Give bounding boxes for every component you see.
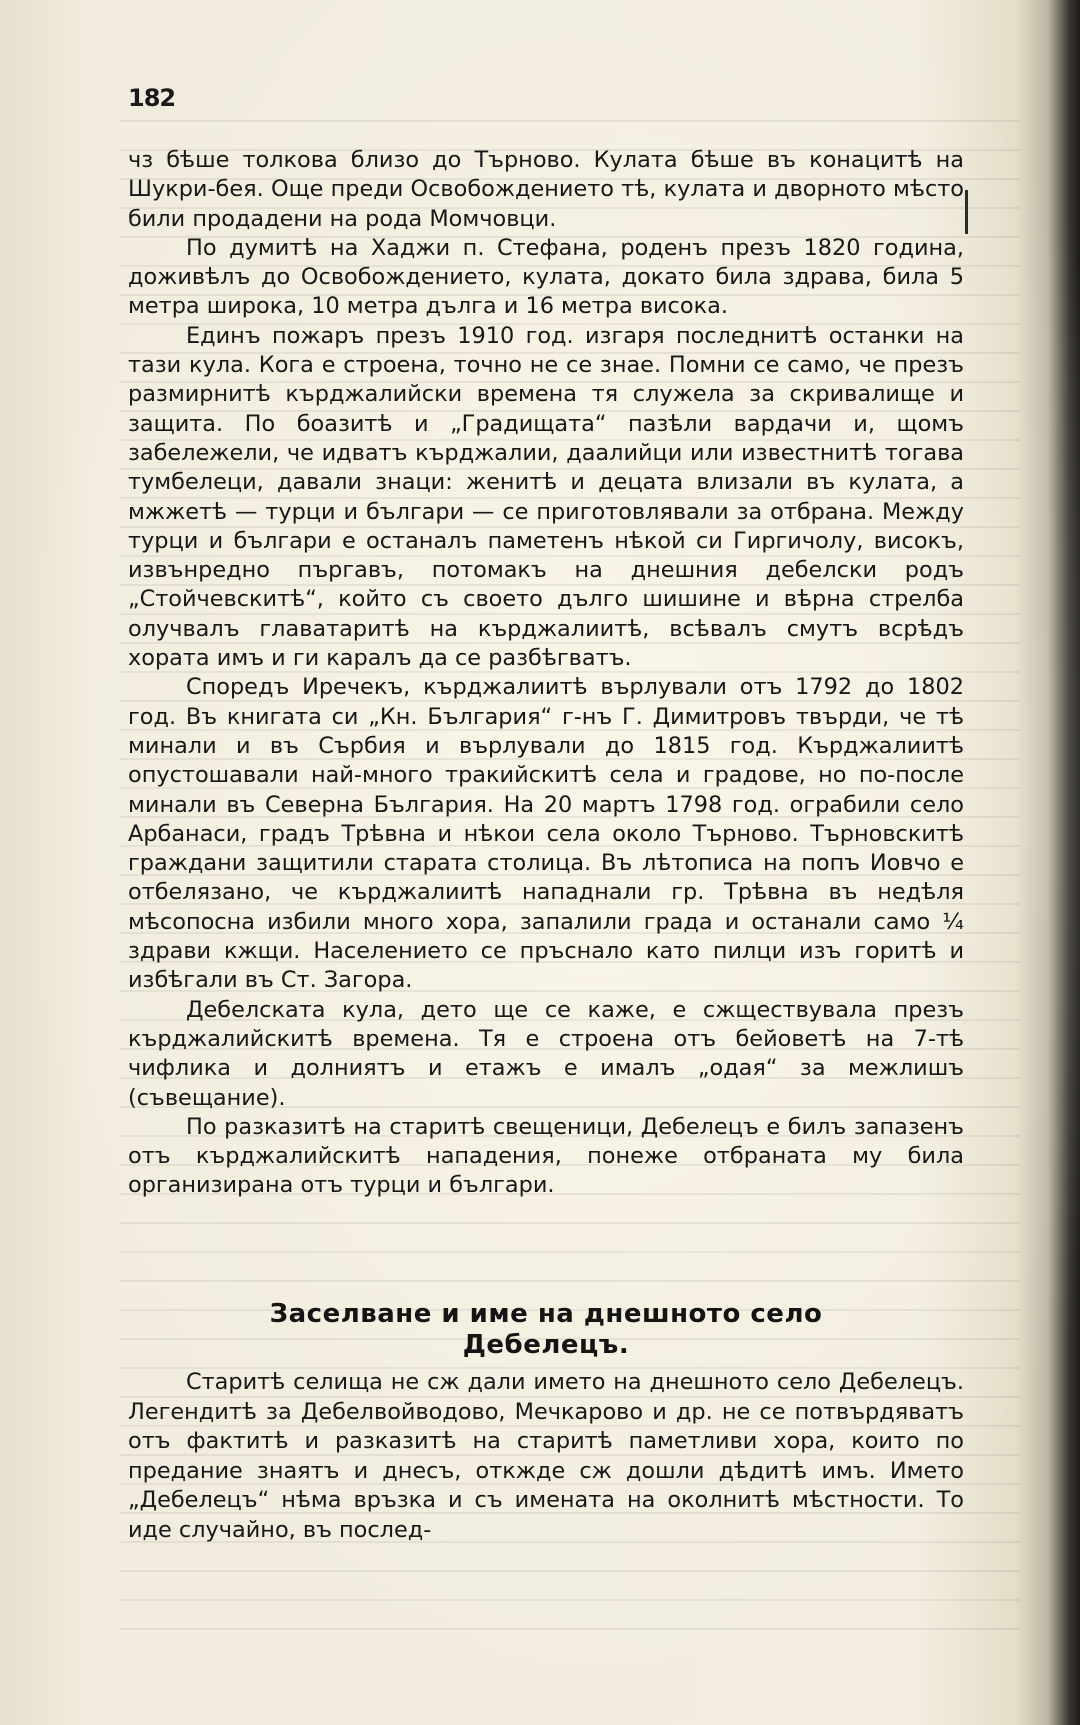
paragraph-tower-dimensions: По думитѣ на Хаджи п. Стефана, роденъ презъ 1820 година, доживѣлъ до Освобождението, кулата, докато била здрава, била 5 метра широка, 10 метра дълга и 16 метра висока. [128, 234, 964, 320]
section-heading [128, 1299, 964, 1361]
page-number: 182 [128, 84, 176, 112]
paragraph-continuation: чз бѣше толкова близо до Търново. Кулата бѣше въ конацитѣ на Шукри-бея. Още преди Освобождението тѣ, кулата и дворното мѣсто били продадени на рода Момчовци. [128, 147, 964, 232]
paragraph-kardzhalii: Споредъ Иречекъ, кърджалиитѣ върлували отъ 1792 до 1802 год. Въ книгата си „Кн. България“ г-нъ Г. Димитровъ твърди, че тѣ минали и въ Сърбия и върлували до 1815 год. Кърджалиитѣ опустошавали най-много тракийскитѣ села и градове, но по-после минали въ Северна България. На 20 мартъ 1798 год. ограбили село Арбанаси, градъ Трѣвна и нѣкои села около Търново. Търновскитѣ граждани защитили старата столица. Въ лѣтописа на попъ Иовчо е отбелязано, че кърджалиитѣ нападнали гр. Трѣвна въ недѣля мѣсопосна избили много хора, запалили града и останали само ¼ здрави кжщи. Населението се пръснало като пилци изъ горитѣ и избѣгали въ Ст. Загора. [128, 674, 964, 994]
body-text [128, 146, 964, 1201]
margin-mark [965, 190, 968, 234]
paragraph-tower-fire: Единъ пожаръ презъ 1910 год. изгаря последнитѣ останки на тази кула. Кога е строена, точно не се знае. Помни се само, че презъ размирнитѣ кърджалийски времена тя служела за скривалище и защита. По боазитѣ и „Градищата“ пазѣли вардачи и, щомъ забележели, че идватъ кърджалии, даалийци или известнитѣ тогава тумбелеци, давали знаци: женитѣ и децата влизали въ кулата, а мжжетѣ — турци и българи — се приготовлявали за отбрана. Между турци и българи е останалъ паметенъ нѣкой си Гиргичолу, високъ, извънредно пъргавъ, потомакъ на днешния дебелски родъ „Стойчевскитѣ“, който съ своето дълго шишине и вѣрна стрелба олучвалъ главатаритѣ на кърджалиитѣ, всѣвалъ смутъ всрѣдъ хората имъ и ги каралъ да се разбѣгватъ. [128, 322, 964, 672]
paragraph-priests-stories: По разказитѣ на старитѣ свещеници, Дебелецъ е билъ запазенъ отъ кърджалийскитѣ нападения, понеже отбраната му била организирана отъ турци и българи. [128, 1113, 964, 1199]
section-body [128, 1368, 964, 1545]
paragraph-village-name: Старитѣ селища не сж дали името на днешното село Дебелецъ. Легендитѣ за Дебелвойводово, Мечкарово и др. не се потвърдяватъ отъ фактитѣ и разказитѣ на старитѣ паметливи хора, които по предание знаятъ и днесъ, откжде сж дошли дѣдитѣ имъ. Името „Дебелецъ“ нѣма връзка и съ имената на околнитѣ мѣстности. То иде случайно, въ послед- [128, 1369, 964, 1543]
paragraph-debelets-tower: Дебелската кула, дето ще се каже, е сжществувала презъ кърджалийскитѣ времена. Тя е строена отъ бейоветѣ на 7-тѣ чифлика и долниятъ и етажъ е ималъ „одая“ за межлишъ (съвещание). [128, 996, 964, 1111]
section-heading-line-2: Дебелецъ. [462, 1330, 630, 1360]
section-heading-line-1: Заселване и име на днешното село [269, 1299, 823, 1329]
